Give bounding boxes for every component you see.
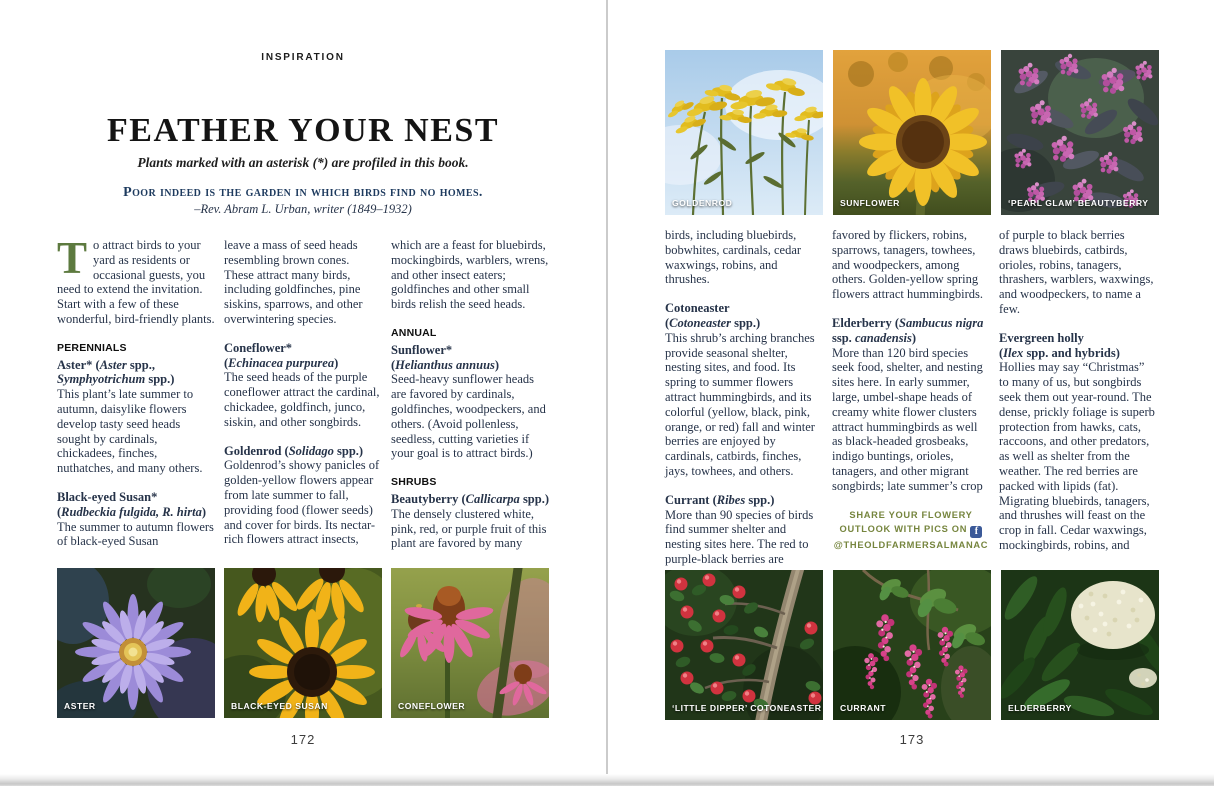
photo-aster [57, 568, 215, 718]
entry-coneflower: Coneflower* (Echinacea purpurea) The seed heads of the purple coneflower attract the cardinal, chickadee, goldfinch, junco, siskin, and other songbirds. [224, 340, 380, 429]
entry-sunflower: Sunflower* (Helianthus annuus) Seed-heavy sunflower heads are favored by cardinals, goldfinches, woodpeckers, and others. (Avoid pollenless, seedless, cutting varieties if your goal is to attract birds.) [391, 342, 546, 461]
photo-label-goldenrod: GOLDENROD [672, 198, 733, 208]
intro-paragraph [57, 233, 215, 327]
text-columns-right [665, 228, 1157, 581]
entry-elderberry-cont: of purple to black berries draws bluebirds, catbirds, orioles, robins, tanagers, thrashers, warblers, waxwings, and woodpeckers, to name a few. [999, 228, 1154, 316]
entry-evergreen-holly: Evergreen holly (Ilex spp. and hybrids) Hollies may say “Christmas” to many of us, but songbirds seek them out year-round. The dense, prickly foliage is superb protection from hawks, cats, raccoons, and other predators, as well as shelter from the weather. The red berries are packed with lipids (fat). Migrating bluebirds, tanagers, and thrushes will feast on the crop in fall. Cedar waxwings, mockingbirds, robins, and [999, 330, 1155, 552]
article-title: FEATHER YOUR NEST [107, 112, 499, 149]
aster-photo-illustration [57, 568, 215, 718]
coneflower-photo-illustration [391, 568, 549, 718]
text-column-5 [832, 228, 990, 581]
photo-label-black-eyed-susan: BLACK-EYED SUSAN [231, 701, 328, 711]
text-column-1 [57, 233, 215, 565]
elderberry-photo-illustration [1001, 570, 1159, 720]
text-columns-left [57, 233, 549, 565]
beautyberry-photo-illustration [1001, 50, 1159, 215]
photos-row-right-bottom [665, 570, 1159, 720]
photos-row-right-top [665, 50, 1159, 215]
entry-currant-cont: favored by flickers, robins, sparrows, tanagers, towhees, and woodpeckers, among others. Golden-yellow spring flowers attract hummingbirds. [832, 228, 984, 302]
heading-perennials: PERENNIALS [57, 341, 127, 354]
goldenrod-photo-illustration [665, 50, 823, 215]
photos-row-left-bottom [57, 568, 549, 718]
page-left [57, 48, 549, 758]
photo-sunflower [833, 50, 991, 215]
currant-photo-illustration [833, 570, 991, 720]
photo-label-currant: CURRANT [840, 703, 886, 713]
photo-label-sunflower: SUNFLOWER [840, 198, 900, 208]
photo-currant [833, 570, 991, 720]
page-bottom-edge [0, 774, 1214, 786]
black-eyed-susan-photo-illustration [224, 568, 382, 718]
entry-cotoneaster: Cotoneaster (Cotoneaster spp.) This shrub’s arching branches provide seasonal shelter, nesting sites, and food. Its spring to summer flowers attract hummingbirds, and its colorful (yellow, black, pink, orange, or red) fall and winter berries are enjoyed by cardinals, catbirds, finches, jays, towhees, and others. [665, 301, 815, 478]
social-line1: SHARE YOUR FLOWERY [849, 509, 973, 520]
page-number-right: 173 [899, 732, 925, 747]
text-column-2 [224, 238, 382, 565]
article-subtitle: Plants marked with an asterisk (*) are profiled in this book. [137, 155, 469, 170]
entry-elderberry: Elderberry (Sambucus nigra ssp. canadensis) More than 120 bird species seek food, shelter, and nesting sites here. In early summer, large, umbel-shape heads of creamy white flower clusters attract hummingbirds as well as black-headed grosbeaks, indigo buntings, orioles, tanagers, and other migrant songbirds; late summer’s crop [832, 315, 984, 493]
photo-elderberry [1001, 570, 1159, 720]
social-line2: OUTLOOK WITH PICS ON [839, 523, 968, 534]
photo-little-dipper-cotoneaster [665, 570, 823, 720]
entry-black-eyed-susan-cont: leave a mass of seed heads resembling brown cones. These attract many birds, including goldfinches, pine siskins, sparrows, and other overwintering species. [224, 238, 363, 326]
epigraph-quote: Poor indeed is the garden in which birds find no homes. [123, 185, 483, 200]
social-handle: @THEOLDFARMERSALMANAC [833, 539, 989, 550]
text-column-3 [391, 238, 549, 565]
page-number-left: 172 [290, 732, 316, 747]
heading-shrubs: SHRUBS [391, 476, 437, 489]
facebook-icon: f [970, 526, 982, 538]
page-gutter-divider [606, 0, 608, 774]
epigraph-attribution: –Rev. Abram L. Urban, writer (1849–1932) [194, 202, 412, 216]
text-column-4 [665, 228, 823, 581]
social-callout [832, 508, 990, 552]
photo-label-coneflower: CONEFLOWER [398, 701, 466, 711]
dropcap-letter: T [57, 233, 88, 283]
photo-black-eyed-susan [224, 568, 382, 718]
entry-black-eyed-susan: Black-eyed Susan* (Rudbeckia fulgida, R. hirta) The summer to autumn flowers of black-eyed Susan [57, 489, 214, 549]
text-column-6 [999, 228, 1157, 581]
photo-label-little-dipper-cotoneaster: ‘LITTLE DIPPER’ COTONEASTER [672, 703, 822, 713]
heading-annual: ANNUAL [391, 326, 437, 339]
entry-aster: Aster* (Aster spp., Symphyotrichum spp.) This plant’s late summer to autumn, daisylike flowers develop tasty seed heads sought by cardinals, chickadees, finches, nuthatches, and many others. [57, 357, 203, 476]
entry-currant: Currant (Ribes spp.) More than 90 species of birds find summer shelter and nesting sites here. The red to purple-black berries are [665, 492, 814, 566]
entry-goldenrod-cont: which are a feast for bluebirds, mockingbirds, warblers, wrens, and other insect eaters; goldfinches and other small birds relish the seed heads. [391, 238, 549, 312]
photo-label-pearl-glam-beautyberry: ‘PEARL GLAM’ BEAUTYBERRY [1008, 198, 1149, 208]
photo-label-elderberry: ELDERBERRY [1008, 703, 1072, 713]
photo-coneflower [391, 568, 549, 718]
photo-label-aster: ASTER [64, 701, 96, 711]
sunflower-photo-illustration [833, 50, 991, 215]
photo-pearl-glam-beautyberry [1001, 50, 1159, 215]
entry-beautyberry: Beautyberry (Callicarpa spp.) The densely clustered white, pink, red, or purple fruit of this plant are favored by many [391, 491, 549, 551]
entry-goldenrod: Goldenrod (Solidago spp.) Goldenrod’s showy panicles of golden-yellow flowers appear from late summer to fall, providing food (flower seeds) and cover for birds. Its nectar-rich flowers attract insects, [224, 443, 380, 547]
intro-text: o attract birds to your yard as residents or occasional guests, you need to extend the invitation. Start with a few of these wonderful, bird-friendly plants. [57, 238, 215, 326]
section-kicker: INSPIRATION [261, 52, 345, 63]
entry-beautyberry-cont: birds, including bluebirds, bobwhites, cardinals, cedar waxwings, robins, and thrushes. [665, 228, 802, 287]
cotoneaster-photo-illustration [665, 570, 823, 720]
photo-goldenrod [665, 50, 823, 215]
page-right [665, 50, 1159, 760]
